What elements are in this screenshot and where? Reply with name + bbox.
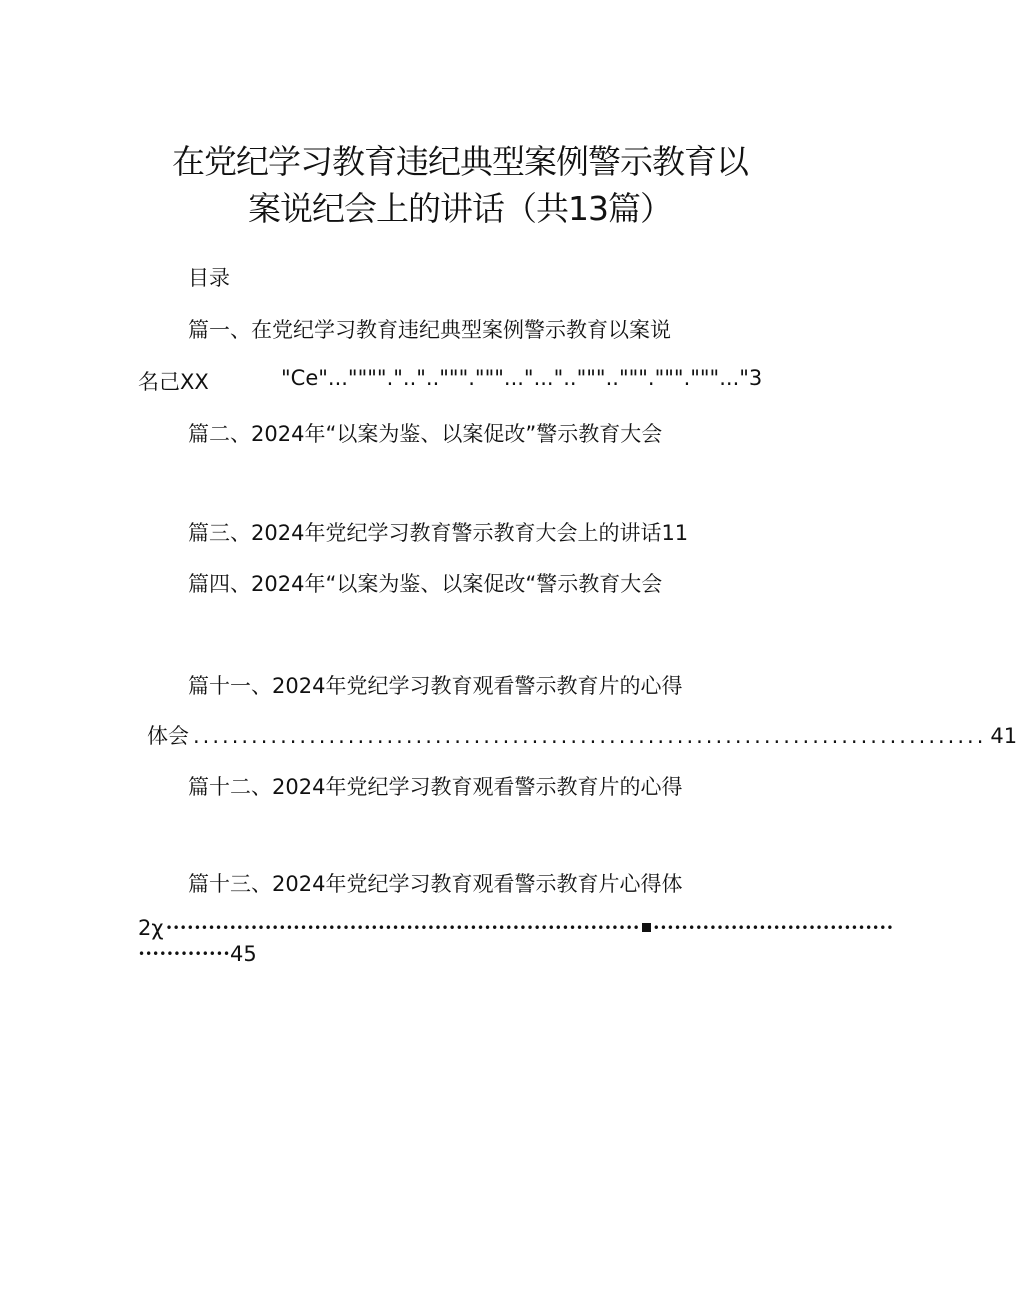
toc-entry-13-continuation	[138, 916, 894, 940]
toc-entry-11-page: 41	[990, 724, 1017, 748]
toc-entry-13-leader-c: •••••••••••••	[138, 947, 231, 961]
toc-entry-13-leader-a: •••••••••••••••••••••••••••••••••••••••••••••••••••••••••••••••••••	[165, 921, 640, 935]
toc-entry-13-page: 45	[230, 942, 257, 966]
toc-entry-13-line-3	[138, 942, 257, 966]
toc-entry-11-continuation	[147, 720, 1017, 750]
document-title-line-2: 案说纪会上的讲话（共13篇）	[248, 189, 672, 228]
document-title-line-1: 在党纪学习教育违纪典型案例警示教育以	[172, 142, 748, 181]
toc-entry-12: 篇十二、2024年党纪学习教育观看警示教育片的心得	[188, 775, 683, 799]
toc-entry-13-leader-b: ••••••••••••••••••••••••••••••••••	[652, 921, 894, 935]
toc-entry-13-label: 2χ	[138, 916, 164, 940]
toc-entry-1: 篇一、在党纪学习教育违纪典型案例警示教育以案说	[188, 318, 671, 342]
toc-entry-1-leader: "Ce"...""""."..".."""."""..."..."..""".."""."""."""..."3	[281, 366, 763, 390]
toc-entry-13: 篇十三、2024年党纪学习教育观看警示教育片心得体	[188, 872, 683, 896]
toc-entry-2: 篇二、2024年“以案为鉴、以案促改”警示教育大会	[188, 422, 663, 446]
square-bullet-icon	[642, 923, 651, 932]
toc-entry-13-leader	[164, 921, 894, 935]
toc-heading: 目录	[188, 266, 230, 290]
toc-entry-3: 篇三、2024年党纪学习教育警示教育大会上的讲话11	[188, 521, 689, 545]
toc-entry-4: 篇四、2024年“以案为鉴、以案促改“警示教育大会	[188, 572, 663, 596]
toc-entry-11: 篇十一、2024年党纪学习教育观看警示教育片的心得	[188, 674, 683, 698]
toc-entry-11-label: 体会	[147, 724, 189, 748]
toc-entry-11-leader: ..................................................................................	[193, 724, 987, 748]
toc-entry-1-continuation: 名己XX	[138, 370, 209, 394]
